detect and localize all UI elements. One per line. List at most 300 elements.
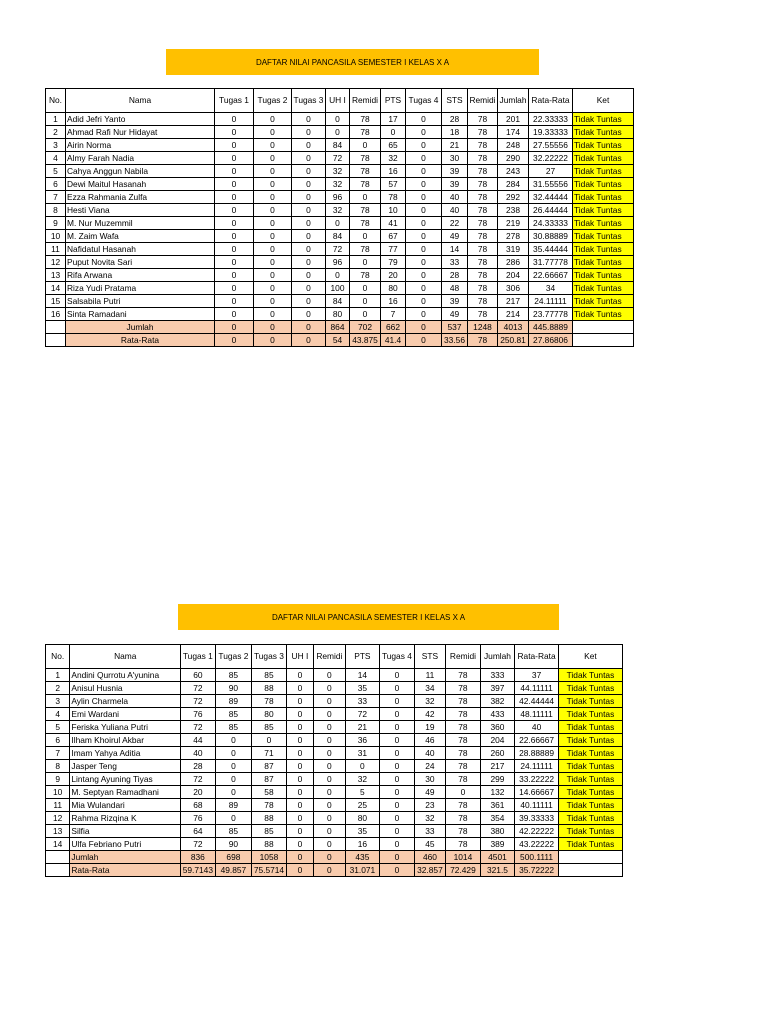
grade-cell: 45 (414, 838, 445, 851)
student-name-cell: Anisul Husnia (70, 682, 181, 695)
grade-cell: 433 (480, 708, 515, 721)
summary-value: 75.5714 (252, 864, 287, 877)
summary-label: Rata-Rata (70, 864, 181, 877)
grade-cell: 39.33333 (515, 812, 559, 825)
grade-cell: 78 (468, 204, 498, 217)
grade-cell: 72 (326, 152, 350, 165)
column-header: PTS (345, 645, 380, 669)
grade-cell: 0 (380, 721, 415, 734)
grade-cell: 31.55556 (529, 178, 573, 191)
grade-cell: 0 (292, 165, 326, 178)
grade-cell: 78 (446, 773, 481, 786)
grade-cell: 0 (326, 126, 350, 139)
grade-cell: 34 (529, 282, 573, 295)
grade-cell: 31.77778 (529, 256, 573, 269)
column-header: Nama (66, 89, 215, 113)
grade-cell: 0 (406, 243, 442, 256)
grade-cell: 33 (345, 695, 380, 708)
grade-cell: 72 (181, 721, 216, 734)
summary-value: 31.071 (345, 864, 380, 877)
column-header: Tugas 4 (380, 645, 415, 669)
grade-cell: 42.22222 (515, 825, 559, 838)
grade-cell: 0 (345, 760, 380, 773)
grade-cell: 78 (350, 113, 381, 126)
grade-cell: 33 (414, 825, 445, 838)
grade-cell: 0 (254, 165, 292, 178)
column-header: Tugas 1 (215, 89, 254, 113)
grade-cell: 11 (46, 243, 66, 256)
column-header: Tugas 3 (252, 645, 287, 669)
summary-value: 32.857 (414, 864, 445, 877)
status-cell: Tidak Tuntas (558, 773, 622, 786)
student-name-cell: Jasper Teng (70, 760, 181, 773)
summary-value: 27.86806 (529, 334, 573, 347)
grade-cell: 0 (215, 113, 254, 126)
grade-cell: 0 (380, 682, 415, 695)
grade-cell: 0 (314, 721, 345, 734)
grade-cell: 0 (292, 152, 326, 165)
grade-cell: 33.22222 (515, 773, 559, 786)
header-row (46, 89, 634, 113)
grade-cell: 0 (314, 812, 345, 825)
grade-cell: 0 (286, 786, 313, 799)
grade-cell: 0 (326, 113, 350, 126)
grade-cell: 397 (480, 682, 515, 695)
grade-cell: 0 (254, 243, 292, 256)
column-header: UH I (326, 89, 350, 113)
grade-cell: 85 (252, 721, 287, 734)
table-row (46, 308, 634, 321)
grade-cell: 78 (468, 191, 498, 204)
column-header: Ket (558, 645, 622, 669)
grade-cell: 0 (292, 139, 326, 152)
grade-cell: 0 (292, 204, 326, 217)
grade-cell: 0 (314, 682, 345, 695)
grade-cell: 90 (215, 838, 252, 851)
student-name-cell: Salsabila Putri (66, 295, 215, 308)
table-row (46, 243, 634, 256)
summary-value: 0 (254, 321, 292, 334)
grade-cell: 11 (46, 799, 70, 812)
grade-cell: 290 (498, 152, 529, 165)
grade-cell: 11 (414, 669, 445, 682)
column-header: STS (442, 89, 468, 113)
grade-cell: 0 (314, 838, 345, 851)
student-name-cell: Aylin Charmela (70, 695, 181, 708)
grade-cell: 7 (381, 308, 406, 321)
grade-cell: 30.88889 (529, 230, 573, 243)
table-row (46, 165, 634, 178)
grade-cell: 0 (286, 734, 313, 747)
grade-cell: 40 (515, 721, 559, 734)
grade-cell: 72 (181, 773, 216, 786)
empty-cell (558, 851, 622, 864)
grade-cell: 0 (350, 139, 381, 152)
table-row (46, 230, 634, 243)
grade-cell: 32 (414, 812, 445, 825)
grade-cell: 28 (442, 269, 468, 282)
column-header: No. (46, 89, 66, 113)
summary-value: 1014 (446, 851, 481, 864)
grade-cell: 4 (46, 152, 66, 165)
grade-cell: 14 (46, 282, 66, 295)
grade-cell: 0 (286, 773, 313, 786)
student-name-cell: Rahma Rizqina K (70, 812, 181, 825)
summary-value: 435 (345, 851, 380, 864)
grade-cell: 0 (350, 308, 381, 321)
grade-cell: 0 (254, 126, 292, 139)
grade-cell: 360 (480, 721, 515, 734)
status-cell: Tidak Tuntas (573, 308, 634, 321)
grade-cell: 8 (46, 760, 70, 773)
table-row (46, 256, 634, 269)
grade-cell: 85 (215, 669, 252, 682)
grade-cell: 6 (46, 178, 66, 191)
grade-cell: 78 (468, 308, 498, 321)
table-row (46, 204, 634, 217)
grade-cell: 72 (181, 838, 216, 851)
grade-cell: 0 (406, 308, 442, 321)
grade-cell: 16 (381, 295, 406, 308)
grade-cell: 40 (181, 747, 216, 760)
status-cell: Tidak Tuntas (573, 217, 634, 230)
grade-cell: 24.11111 (529, 295, 573, 308)
summary-value: 321.5 (480, 864, 515, 877)
grade-cell: 21 (442, 139, 468, 152)
grade-cell: 41 (381, 217, 406, 230)
status-cell: Tidak Tuntas (558, 734, 622, 747)
grade-cell: 214 (498, 308, 529, 321)
table-row (46, 217, 634, 230)
grade-cell: 27 (529, 165, 573, 178)
grade-cell: 0 (286, 838, 313, 851)
grade-cell: 0 (380, 799, 415, 812)
grade-cell: 0 (286, 812, 313, 825)
grade-cell: 0 (254, 204, 292, 217)
grade-cell: 0 (380, 708, 415, 721)
grade-cell: 0 (406, 269, 442, 282)
summary-value: 43.875 (350, 334, 381, 347)
grade-cell: 88 (252, 838, 287, 851)
summary-value: 500.1111 (515, 851, 559, 864)
empty-cell (573, 334, 634, 347)
summary-value: 0 (215, 321, 254, 334)
grade-cell: 24.33333 (529, 217, 573, 230)
grade-cell: 333 (480, 669, 515, 682)
grade-cell: 28 (181, 760, 216, 773)
grade-cell: 0 (314, 799, 345, 812)
summary-value: 54 (326, 334, 350, 347)
student-name-cell: Nafidatul Hasanah (66, 243, 215, 256)
grade-cell: 89 (215, 799, 252, 812)
grade-cell: 0 (350, 295, 381, 308)
grade-cell: 60 (181, 669, 216, 682)
grade-cell: 49 (442, 230, 468, 243)
grade-cell: 0 (314, 747, 345, 760)
grade-cell: 28.88889 (515, 747, 559, 760)
column-header: UH I (286, 645, 313, 669)
grade-cell: 0 (215, 812, 252, 825)
grade-cell: 78 (446, 799, 481, 812)
grade-cell: 58 (252, 786, 287, 799)
column-header: Nama (70, 645, 181, 669)
grade-cell: 0 (380, 695, 415, 708)
column-header: No. (46, 645, 70, 669)
student-name-cell: Airin Norma (66, 139, 215, 152)
total-row (46, 321, 634, 334)
summary-value: 0 (286, 864, 313, 877)
grade-cell: 0 (215, 165, 254, 178)
table-row (46, 295, 634, 308)
grade-cell: 48.11111 (515, 708, 559, 721)
summary-value: 537 (442, 321, 468, 334)
grade-cell: 78 (468, 295, 498, 308)
grade-cell: 0 (292, 308, 326, 321)
grade-cell: 0 (406, 204, 442, 217)
grade-cell: 1 (46, 669, 70, 682)
grade-cell: 0 (314, 760, 345, 773)
table-row (46, 191, 634, 204)
summary-value: 41.4 (381, 334, 406, 347)
grade-cell: 0 (215, 773, 252, 786)
grade-cell: 85 (215, 721, 252, 734)
grade-cell: 88 (252, 812, 287, 825)
table-row (46, 734, 623, 747)
student-name-cell: Emi Wardani (70, 708, 181, 721)
grade-cell: 78 (468, 165, 498, 178)
summary-value: 33.56 (442, 334, 468, 347)
grade-cell: 0 (254, 295, 292, 308)
table-row (46, 812, 623, 825)
grade-cell: 22.66667 (529, 269, 573, 282)
status-cell: Tidak Tuntas (573, 243, 634, 256)
column-header: Tugas 1 (181, 645, 216, 669)
student-name-cell: Dewi Maitul Hasanah (66, 178, 215, 191)
grade-cell: 65 (381, 139, 406, 152)
grade-cell: 2 (46, 682, 70, 695)
table-row (46, 113, 634, 126)
grade-cell: 0 (215, 760, 252, 773)
grade-cell: 78 (468, 282, 498, 295)
grade-cell: 3 (46, 139, 66, 152)
grade-cell: 30 (442, 152, 468, 165)
summary-value: 836 (181, 851, 216, 864)
grade-cell: 24 (414, 760, 445, 773)
grade-cell: 354 (480, 812, 515, 825)
status-cell: Tidak Tuntas (573, 282, 634, 295)
summary-value: 35.72222 (515, 864, 559, 877)
grade-cell: 2 (46, 126, 66, 139)
table-row (46, 786, 623, 799)
grade-cell: 32 (326, 178, 350, 191)
grade-cell: 96 (326, 191, 350, 204)
table-row (46, 747, 623, 760)
grade-cell: 80 (345, 812, 380, 825)
grade-cell: 40.11111 (515, 799, 559, 812)
summary-value: 0 (254, 334, 292, 347)
grade-cell: 85 (252, 669, 287, 682)
grade-cell: 319 (498, 243, 529, 256)
grade-cell: 0 (292, 243, 326, 256)
grade-cell: 71 (252, 747, 287, 760)
grade-cell: 0 (292, 282, 326, 295)
grade-cell: 0 (350, 256, 381, 269)
grade-cell: 27.55556 (529, 139, 573, 152)
grade-cell: 88 (252, 682, 287, 695)
grade-cell: 10 (46, 786, 70, 799)
grade-cell: 20 (181, 786, 216, 799)
grade-cell: 49 (442, 308, 468, 321)
grade-cell: 0 (326, 269, 350, 282)
status-cell: Tidak Tuntas (558, 825, 622, 838)
grade-cell: 78 (468, 256, 498, 269)
student-name-cell: Almy Farah Nadia (66, 152, 215, 165)
summary-value: 445.8889 (529, 321, 573, 334)
grade-cell: 0 (314, 695, 345, 708)
grade-cell: 90 (215, 682, 252, 695)
status-cell: Tidak Tuntas (573, 113, 634, 126)
header-row (46, 645, 623, 669)
column-header: Rata-Rata (515, 645, 559, 669)
grade-cell: 80 (326, 308, 350, 321)
column-header: Jumlah (480, 645, 515, 669)
summary-value: 0 (215, 334, 254, 347)
column-header: Jumlah (498, 89, 529, 113)
summary-value: 0 (406, 334, 442, 347)
grade-cell: 44 (181, 734, 216, 747)
grade-cell: 19 (414, 721, 445, 734)
grade-cell: 22.33333 (529, 113, 573, 126)
table-row (46, 838, 623, 851)
empty-cell (46, 321, 66, 334)
grade-cell: 0 (380, 747, 415, 760)
summary-value: 49.857 (215, 864, 252, 877)
grade-cell: 30 (414, 773, 445, 786)
average-row (46, 334, 634, 347)
grade-cell: 96 (326, 256, 350, 269)
grade-cell: 0 (254, 217, 292, 230)
grade-cell: 361 (480, 799, 515, 812)
grade-cell: 382 (480, 695, 515, 708)
grade-cell: 44.11111 (515, 682, 559, 695)
average-row (46, 864, 623, 877)
grade-cell: 35 (345, 682, 380, 695)
grade-cell: 0 (254, 282, 292, 295)
grade-cell: 0 (286, 669, 313, 682)
grade-cell: 39 (442, 178, 468, 191)
grade-cell: 40 (442, 204, 468, 217)
table-row (46, 708, 623, 721)
grade-cell: 32.44444 (529, 191, 573, 204)
grade-cell: 0 (215, 139, 254, 152)
grade-cell: 16 (381, 165, 406, 178)
student-name-cell: Ulfa Febriano Putri (70, 838, 181, 851)
grade-cell: 0 (292, 269, 326, 282)
grade-cell: 78 (446, 669, 481, 682)
grade-cell: 67 (381, 230, 406, 243)
grade-cell: 18 (442, 126, 468, 139)
grade-cell: 278 (498, 230, 529, 243)
grade-cell: 286 (498, 256, 529, 269)
grade-table-1 (45, 88, 634, 347)
column-header: STS (414, 645, 445, 669)
grade-cell: 0 (406, 165, 442, 178)
grade-cell: 0 (314, 825, 345, 838)
total-row (46, 851, 623, 864)
grade-cell: 0 (286, 708, 313, 721)
grade-cell: 78 (446, 760, 481, 773)
grade-cell: 0 (254, 113, 292, 126)
grade-cell: 39 (442, 295, 468, 308)
table-row (46, 269, 634, 282)
grade-cell: 64 (181, 825, 216, 838)
grade-cell: 14 (345, 669, 380, 682)
grade-cell: 13 (46, 825, 70, 838)
grade-cell: 260 (480, 747, 515, 760)
grade-cell: 78 (350, 178, 381, 191)
grade-cell: 42 (414, 708, 445, 721)
summary-label: Jumlah (66, 321, 215, 334)
grade-cell: 16 (46, 308, 66, 321)
grade-cell: 0 (286, 747, 313, 760)
status-cell: Tidak Tuntas (558, 799, 622, 812)
grade-cell: 35 (345, 825, 380, 838)
status-cell: Tidak Tuntas (558, 812, 622, 825)
grade-cell: 0 (215, 152, 254, 165)
summary-value: 72.429 (446, 864, 481, 877)
student-name-cell: Silfia (70, 825, 181, 838)
grade-cell: 0 (292, 217, 326, 230)
grade-cell: 46 (414, 734, 445, 747)
grade-cell: 0 (350, 230, 381, 243)
grade-cell: 7 (46, 747, 70, 760)
grade-cell: 32.22222 (529, 152, 573, 165)
grade-cell: 0 (406, 126, 442, 139)
status-cell: Tidak Tuntas (573, 204, 634, 217)
table-row (46, 126, 634, 139)
status-cell: Tidak Tuntas (558, 786, 622, 799)
grade-cell: 243 (498, 165, 529, 178)
student-name-cell: Hesti Viana (66, 204, 215, 217)
grade-cell: 89 (215, 695, 252, 708)
grade-cell: 0 (406, 295, 442, 308)
grade-cell: 34 (414, 682, 445, 695)
grade-cell: 306 (498, 282, 529, 295)
summary-label: Jumlah (70, 851, 181, 864)
grade-cell: 0 (380, 760, 415, 773)
grade-cell: 0 (380, 825, 415, 838)
grade-cell: 32 (326, 204, 350, 217)
grade-cell: 0 (292, 126, 326, 139)
grade-cell: 0 (292, 113, 326, 126)
grade-cell: 32 (381, 152, 406, 165)
grade-cell: 78 (252, 799, 287, 812)
status-cell: Tidak Tuntas (573, 230, 634, 243)
grade-cell: 20 (381, 269, 406, 282)
grade-cell: 14 (46, 838, 70, 851)
status-cell: Tidak Tuntas (573, 269, 634, 282)
column-header: Ket (573, 89, 634, 113)
grade-cell: 13 (46, 269, 66, 282)
student-name-cell: Sinta Ramadani (66, 308, 215, 321)
table-row (46, 721, 623, 734)
grade-cell: 78 (350, 217, 381, 230)
grade-cell: 21 (345, 721, 380, 734)
grade-cell: 0 (215, 282, 254, 295)
summary-value: 702 (350, 321, 381, 334)
grade-cell: 0 (215, 734, 252, 747)
table-row (46, 139, 634, 152)
